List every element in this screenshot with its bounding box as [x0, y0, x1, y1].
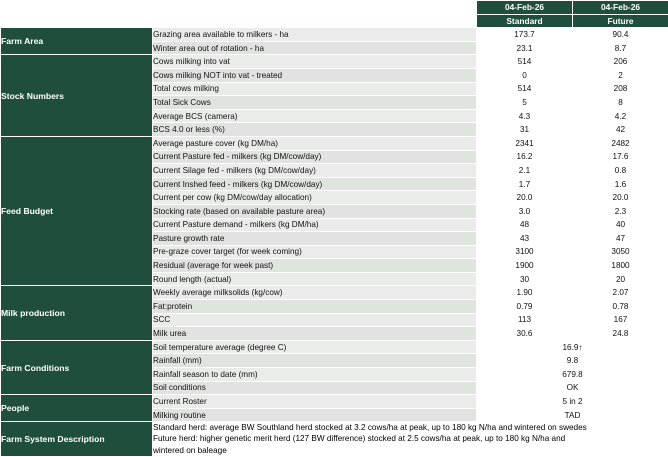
- row-label: Pasture growth rate: [153, 232, 477, 246]
- header-spacer-2: [153, 1, 477, 15]
- row-label: Rainfall season to date (mm): [153, 368, 477, 382]
- row-label: Total Sick Cows: [153, 96, 477, 110]
- row-label: Cows milking NOT into vat - treated: [153, 68, 477, 82]
- row-label: Average BCS (camera): [153, 109, 477, 123]
- header-standard-label: Standard: [477, 14, 573, 28]
- row-future-value: 167: [573, 313, 668, 327]
- row-standard-value: 31: [477, 123, 573, 137]
- row-label: Pre-graze cover target (for week coming): [153, 245, 477, 259]
- header-future-date: 04-Feb-26: [573, 1, 668, 15]
- row-future-value: 206: [573, 55, 668, 69]
- row-future-value: 2.3: [573, 204, 668, 218]
- row-label: Total cows milking: [153, 82, 477, 96]
- group-stock-numbers: Stock Numbers: [1, 55, 153, 137]
- row-future-value: 1.6: [573, 177, 668, 191]
- row-standard-value: 514: [477, 82, 573, 96]
- row-standard-value: 30: [477, 272, 573, 286]
- table-row: [1, 340, 668, 354]
- row-merged-value: 679.8: [477, 368, 668, 382]
- row-label: Stocking rate (based on available pasture area): [153, 204, 477, 218]
- row-label: Current Silage fed - milkers (kg DM/cow/day): [153, 164, 477, 178]
- row-standard-value: 113: [477, 313, 573, 327]
- row-label: Cows milking into vat: [153, 55, 477, 69]
- table-row: [1, 28, 668, 42]
- row-standard-value: 173.7: [477, 28, 573, 42]
- group-farm-system-description: Farm System Description: [1, 422, 153, 456]
- row-merged-value: 16.9↑: [477, 340, 668, 354]
- row-future-value: 47: [573, 232, 668, 246]
- row-future-value: 208: [573, 82, 668, 96]
- row-label: Rainfall (mm): [153, 354, 477, 368]
- header-standard-date: 04-Feb-26: [477, 1, 573, 15]
- description-line-3: wintered on baleage: [153, 445, 668, 456]
- group-farm-area: Farm Area: [1, 28, 153, 55]
- row-future-value: 0.8: [573, 164, 668, 178]
- row-label: BCS 4.0 or less (%): [153, 123, 477, 137]
- row-label: Current Pasture demand - milkers (kg DM/ha): [153, 218, 477, 232]
- row-label: Average pasture cover (kg DM/ha): [153, 136, 477, 150]
- row-future-value: 42: [573, 123, 668, 137]
- row-label: Current Inshed feed - milkers (kg DM/cow/day): [153, 177, 477, 191]
- table-row: [1, 395, 668, 409]
- row-standard-value: 514: [477, 55, 573, 69]
- row-future-value: 8: [573, 96, 668, 110]
- row-standard-value: 16.2: [477, 150, 573, 164]
- header-future-label: Future: [573, 14, 668, 28]
- table-header-subs: [1, 14, 668, 28]
- row-merged-value: 5 in 2: [477, 395, 668, 409]
- row-future-value: 20: [573, 272, 668, 286]
- row-label: Soil temperature average (degree C): [153, 340, 477, 354]
- row-future-value: 0.78: [573, 300, 668, 314]
- row-future-value: 3050: [573, 245, 668, 259]
- row-standard-value: 1.7: [477, 177, 573, 191]
- row-label: SCC: [153, 313, 477, 327]
- table-row: [1, 136, 668, 150]
- farm-system-description-text: [153, 422, 668, 456]
- row-merged-value: OK: [477, 381, 668, 395]
- row-future-value: 90.4: [573, 28, 668, 42]
- row-standard-value: 1900: [477, 259, 573, 273]
- row-standard-value: 20.0: [477, 191, 573, 205]
- group-milk-production: Milk production: [1, 286, 153, 340]
- row-future-value: 2.07: [573, 286, 668, 300]
- row-standard-value: 23.1: [477, 41, 573, 55]
- row-label: Fat:protein: [153, 300, 477, 314]
- group-feed-budget: Feed Budget: [1, 136, 153, 286]
- row-future-value: 24.8: [573, 327, 668, 341]
- description-line-2: Future herd: higher genetic merit herd (127 BW difference) stocked at 2.5 cows/ha at peak, up to 180 kg N/ha and: [153, 433, 668, 444]
- header-spacer-4: [153, 14, 477, 28]
- row-label: Soil conditions: [153, 381, 477, 395]
- row-future-value: 40: [573, 218, 668, 232]
- group-people: People: [1, 395, 153, 422]
- table-header-dates: [1, 1, 668, 15]
- row-label: Residual (average for week past): [153, 259, 477, 273]
- row-label: Winter area out of rotation - ha: [153, 41, 477, 55]
- row-standard-value: 2.1: [477, 164, 573, 178]
- row-standard-value: 2341: [477, 136, 573, 150]
- row-future-value: 8.7: [573, 41, 668, 55]
- row-standard-value: 48: [477, 218, 573, 232]
- row-standard-value: 0.79: [477, 300, 573, 314]
- row-standard-value: 0: [477, 68, 573, 82]
- row-standard-value: 5: [477, 96, 573, 110]
- row-standard-value: 4.3: [477, 109, 573, 123]
- row-label: Milking routine: [153, 408, 477, 422]
- row-future-value: 17.6: [573, 150, 668, 164]
- row-label: Grazing area available to milkers - ha: [153, 28, 477, 42]
- row-standard-value: 30.6: [477, 327, 573, 341]
- row-future-value: 4.2: [573, 109, 668, 123]
- row-future-value: 20.0: [573, 191, 668, 205]
- table-row: [1, 55, 668, 69]
- row-standard-value: 3100: [477, 245, 573, 259]
- row-merged-value: 9.8: [477, 354, 668, 368]
- description-line-1: Standard herd: average BW Southland herd stocked at 3.2 cows/ha at peak, up to 180 kg N/ha and wintered on swedes: [153, 422, 668, 433]
- row-label: Weekly average milksolids (kg/cow): [153, 286, 477, 300]
- row-label: Current per cow (kg DM/cow/day allocation): [153, 191, 477, 205]
- row-future-value: 1800: [573, 259, 668, 273]
- table-row: [1, 286, 668, 300]
- row-label: Milk urea: [153, 327, 477, 341]
- row-standard-value: 1.90: [477, 286, 573, 300]
- row-merged-value: TAD: [477, 408, 668, 422]
- header-spacer: [1, 1, 153, 15]
- group-farm-conditions: Farm Conditions: [1, 340, 153, 394]
- row-standard-value: 43: [477, 232, 573, 246]
- table-row-description: [1, 422, 668, 456]
- row-future-value: 2: [573, 68, 668, 82]
- row-future-value: 2482: [573, 136, 668, 150]
- row-label: Round length (actual): [153, 272, 477, 286]
- row-label: Current Pasture fed - milkers (kg DM/cow/day): [153, 150, 477, 164]
- header-spacer-3: [1, 14, 153, 28]
- row-label: Current Roster: [153, 395, 477, 409]
- row-standard-value: 3.0: [477, 204, 573, 218]
